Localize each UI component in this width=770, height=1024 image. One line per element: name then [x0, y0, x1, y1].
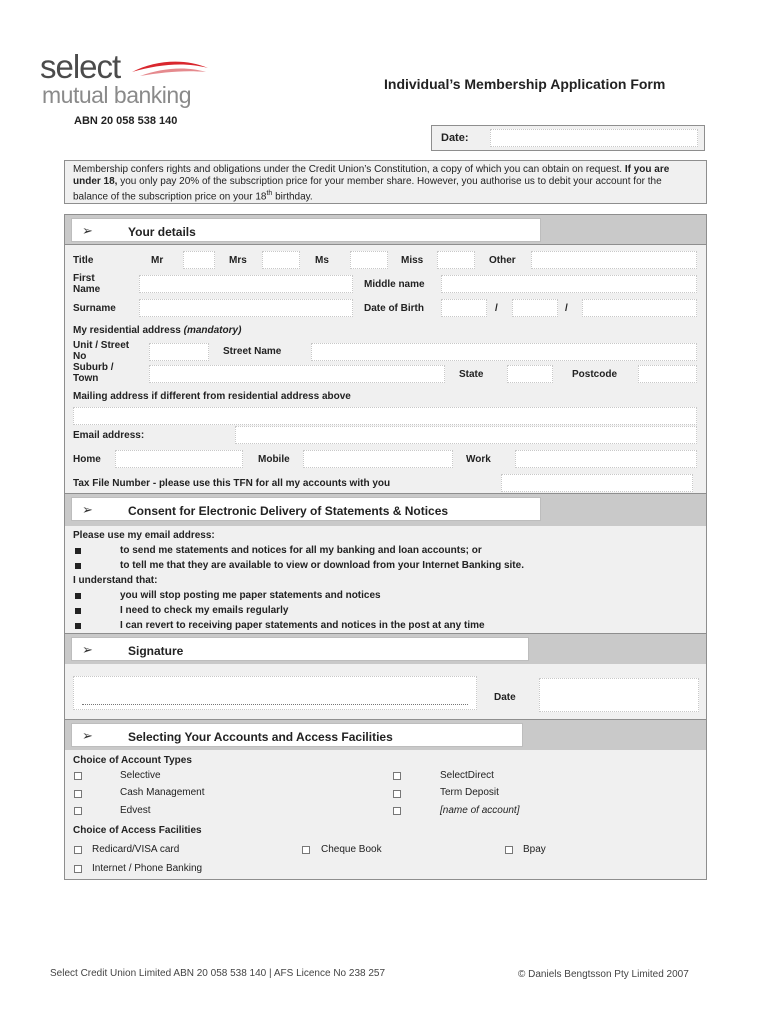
residential-label	[73, 325, 241, 336]
term-deposit-checkbox[interactable]	[393, 790, 401, 798]
footer-right: © Daniels Bengtsson Pty Limited 2007	[518, 969, 689, 980]
selective-checkbox[interactable]	[74, 772, 82, 780]
understand-item-3: I can revert to receiving paper statements and notices in the post at any time	[120, 620, 485, 631]
understand-label: I understand that:	[73, 575, 158, 586]
residential-label-text: My residential address	[73, 325, 181, 336]
cash-management-label: Cash Management	[120, 787, 205, 798]
title-other-box[interactable]	[531, 251, 697, 269]
consent-item-1: to send me statements and notices for all my banking and loan accounts; or	[120, 545, 482, 556]
bullet-icon	[75, 593, 81, 599]
date-field[interactable]	[490, 129, 698, 147]
intro-panel	[64, 160, 707, 204]
intro-text-a: Membership confers rights and obligations under the Credit Union’s Constitution, a copy of which you can obtain on request.	[73, 164, 623, 175]
cheque-book-checkbox[interactable]	[302, 846, 310, 854]
consent-tab	[71, 497, 541, 521]
dob-year-field[interactable]	[582, 299, 697, 317]
signature-line	[82, 704, 468, 705]
consent-panel	[64, 526, 707, 634]
signature-date-label: Date	[494, 692, 516, 703]
term-deposit-label: Term Deposit	[440, 787, 499, 798]
street-label: Street Name	[223, 346, 282, 357]
abn-label: ABN 20 058 538 140	[74, 115, 178, 127]
bullet-icon	[75, 548, 81, 554]
selectdirect-label: SelectDirect	[440, 770, 494, 781]
home-label: Home	[73, 454, 101, 465]
middle-name-label: Middle name	[364, 279, 425, 290]
home-phone-field[interactable]	[115, 450, 243, 468]
bullet-icon	[75, 608, 81, 614]
suburb-field[interactable]	[149, 365, 445, 383]
street-field[interactable]	[311, 343, 697, 361]
first-name-label: First Name	[73, 273, 101, 295]
title-label: Title	[73, 255, 94, 266]
residential-note: (mandatory)	[183, 325, 242, 336]
postcode-field[interactable]	[638, 365, 697, 383]
email-field[interactable]	[235, 426, 697, 444]
work-label: Work	[466, 454, 491, 465]
bullet-icon	[75, 563, 81, 569]
edvest-checkbox[interactable]	[74, 807, 82, 815]
arrow-icon: ➢	[82, 642, 93, 657]
email-label: Email address:	[73, 430, 145, 441]
title-miss: Miss	[401, 255, 424, 266]
account-types-label: Choice of Account Types	[73, 755, 192, 766]
your-details-panel	[64, 244, 707, 494]
suburb-label: Suburb / Town	[73, 362, 114, 384]
state-label: State	[459, 369, 484, 380]
signature-heading: Signature	[128, 644, 184, 658]
mobile-label: Mobile	[258, 454, 290, 465]
title-ms: Ms	[315, 255, 329, 266]
surname-label: Surname	[73, 303, 116, 314]
your-details-band	[64, 214, 707, 244]
arrow-icon: ➢	[82, 502, 93, 517]
accounts-band	[64, 720, 707, 750]
consent-intro: Please use my email address:	[73, 530, 215, 541]
title-mrs-box[interactable]	[262, 251, 300, 269]
surname-field[interactable]	[139, 299, 353, 317]
title-miss-box[interactable]	[437, 251, 475, 269]
accounts-panel	[64, 750, 707, 880]
intro-sup: th	[266, 190, 273, 197]
form-title: Individual’s Membership Application Form	[384, 76, 666, 92]
dob-label: Date of Birth	[364, 303, 424, 314]
consent-item-2: to tell me that they are available to view or download from your Internet Banking site.	[120, 560, 524, 571]
your-details-heading: Your details	[128, 225, 196, 239]
bpay-checkbox[interactable]	[505, 846, 513, 854]
mailing-field[interactable]	[73, 407, 697, 425]
signature-band	[64, 634, 707, 664]
brand-name: select	[40, 48, 121, 85]
mobile-phone-field[interactable]	[303, 450, 453, 468]
arrow-icon: ➢	[82, 728, 93, 743]
intro-bold: If you are under 18,	[73, 164, 670, 187]
access-facilities-label: Choice of Access Facilities	[73, 825, 202, 836]
selectdirect-checkbox[interactable]	[393, 772, 401, 780]
signature-date-field[interactable]	[539, 678, 699, 712]
title-mr: Mr	[151, 255, 164, 266]
tfn-field[interactable]	[501, 474, 693, 492]
internet-banking-checkbox[interactable]	[74, 865, 82, 873]
bullet-icon	[75, 623, 81, 629]
dob-day-field[interactable]	[441, 299, 487, 317]
tfn-label: Tax File Number - please use this TFN for all my accounts with you	[73, 478, 391, 489]
intro-text-c: birthday.	[275, 191, 313, 203]
mailing-label: Mailing address if different from residential address above	[73, 391, 351, 402]
consent-band	[64, 494, 707, 526]
intro-text-b: you only pay 20% of the subscription price for your member share. However, you authorise us to debit your account for the balance of the subscription price on your 18	[73, 176, 662, 203]
date-panel	[431, 125, 705, 151]
title-mrs: Mrs	[229, 255, 247, 266]
date-label: Date:	[441, 132, 469, 144]
footer-left: Select Credit Union Limited ABN 20 058 538 140 | AFS Licence No 238 257	[50, 968, 386, 979]
unit-label: Unit / Street No	[73, 340, 130, 362]
other-account-checkbox[interactable]	[393, 807, 401, 815]
postcode-label: Postcode	[572, 369, 618, 380]
accounts-heading: Selecting Your Accounts and Access Facilities	[128, 730, 393, 744]
title-ms-box[interactable]	[350, 251, 388, 269]
brand-swoosh-icon	[130, 58, 210, 80]
title-other: Other	[489, 255, 516, 266]
consent-heading: Consent for Electronic Delivery of Statements & Notices	[128, 504, 449, 518]
redicard-checkbox[interactable]	[74, 846, 82, 854]
understand-item-1: you will stop posting me paper statements and notices	[120, 590, 381, 601]
edvest-label: Edvest	[120, 805, 151, 816]
signature-tab	[71, 637, 529, 661]
bpay-label: Bpay	[523, 844, 546, 855]
other-account-label: [name of account]	[440, 805, 520, 816]
cheque-book-label: Cheque Book	[321, 844, 382, 855]
middle-name-field[interactable]	[441, 275, 697, 293]
internet-banking-label: Internet / Phone Banking	[92, 863, 203, 874]
cash-management-checkbox[interactable]	[74, 790, 82, 798]
selective-label: Selective	[120, 770, 161, 781]
dob-sep-1: /	[495, 303, 498, 314]
arrow-icon: ➢	[82, 223, 93, 238]
redicard-label: Redicard/VISA card	[92, 844, 180, 855]
your-details-tab	[71, 218, 541, 242]
title-mr-box[interactable]	[183, 251, 215, 269]
signature-field[interactable]	[73, 676, 477, 710]
unit-field[interactable]	[149, 343, 209, 361]
understand-item-2: I need to check my emails regularly	[120, 605, 289, 616]
work-phone-field[interactable]	[515, 450, 697, 468]
accounts-tab	[71, 723, 523, 747]
signature-panel	[64, 664, 707, 720]
dob-sep-2: /	[565, 303, 568, 314]
state-field[interactable]	[507, 365, 553, 383]
first-name-field[interactable]	[139, 275, 353, 293]
dob-month-field[interactable]	[512, 299, 558, 317]
brand-logo	[40, 48, 220, 118]
brand-tagline: mutual banking	[42, 82, 191, 108]
